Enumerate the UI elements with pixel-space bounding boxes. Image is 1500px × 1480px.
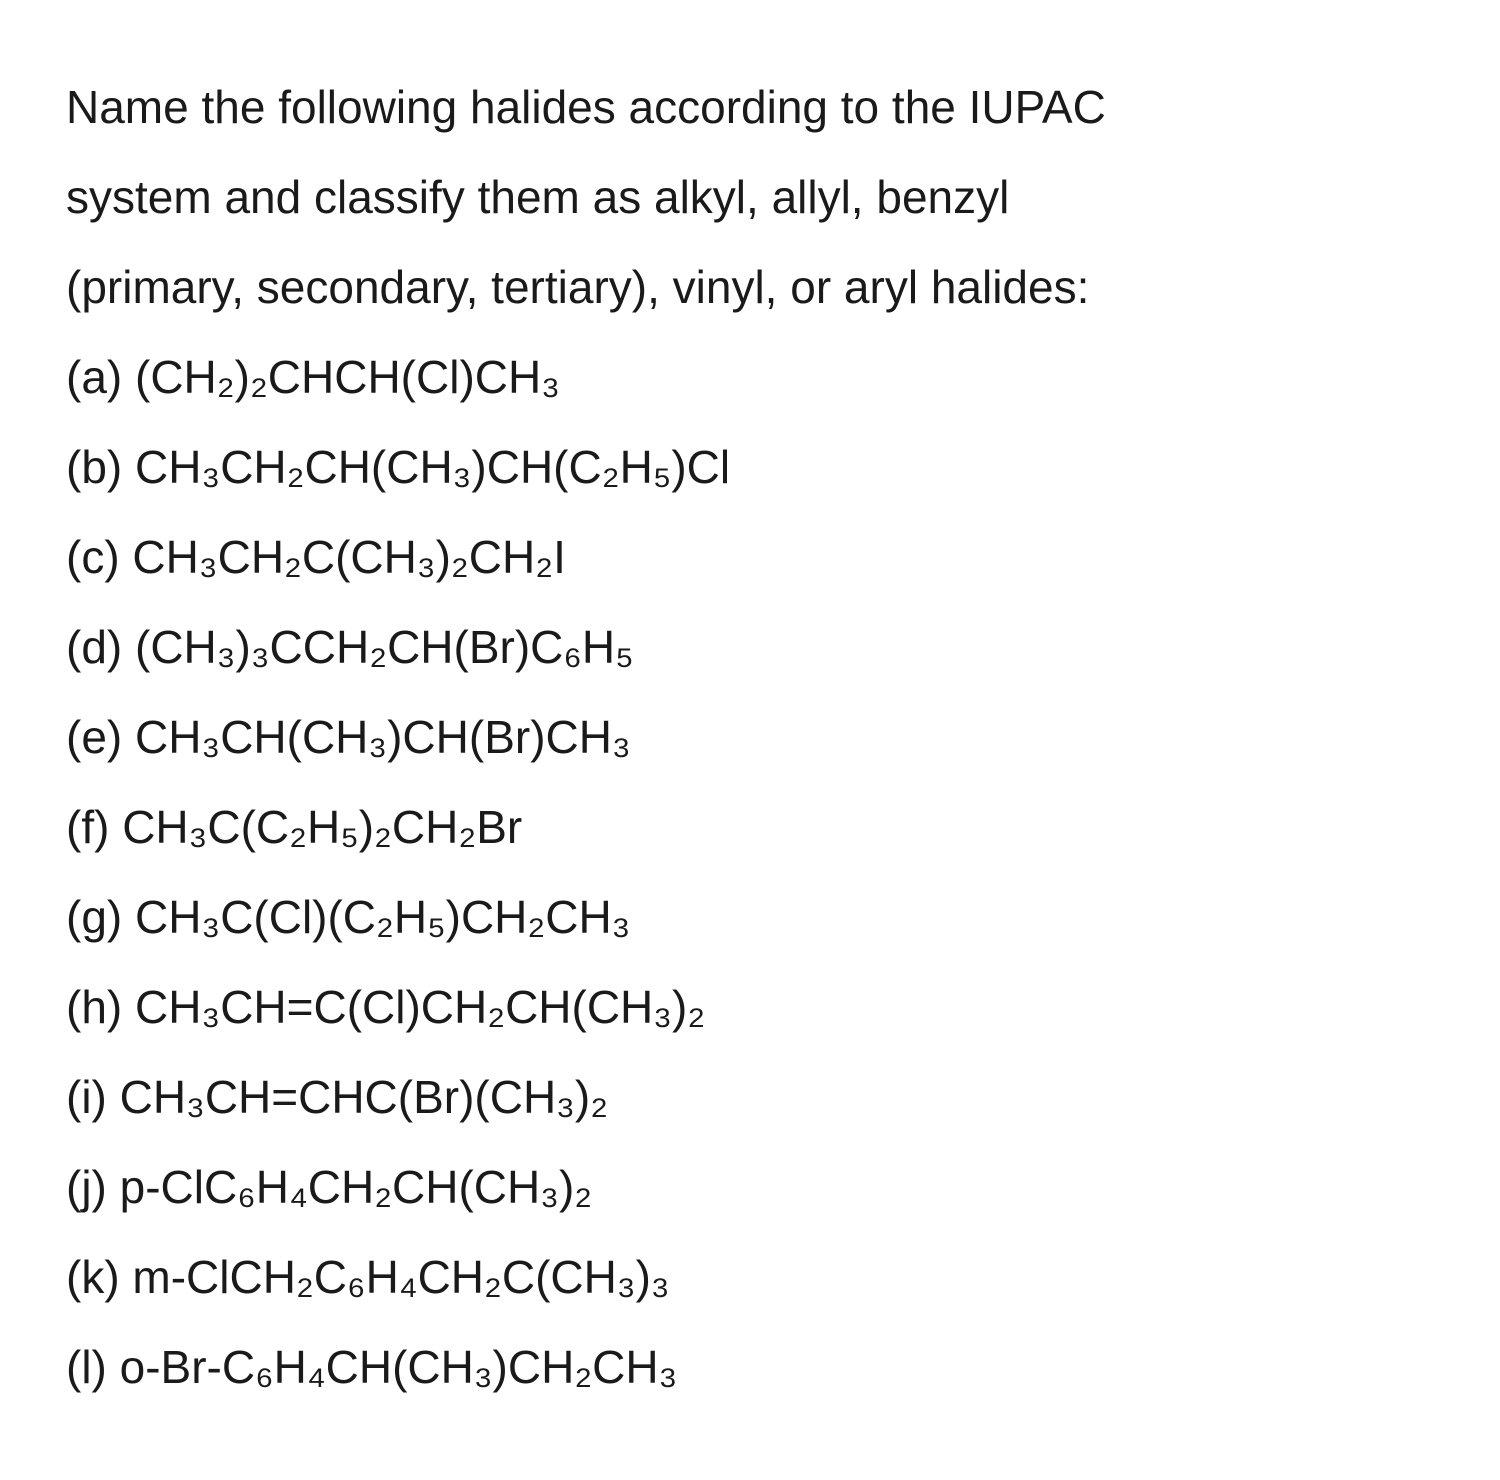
item-formula: (CH₃)₃CCH₂CH(Br)C₆H₅ (135, 621, 634, 673)
item-formula: CH₃C(Cl)(C₂H₅)CH₂CH₃ (135, 891, 631, 943)
list-item (66, 602, 1466, 692)
item-label: (c) (66, 531, 120, 583)
item-formula: CH₃CH=CHC(Br)(CH₃)₂ (119, 1071, 609, 1123)
list-item (66, 782, 1466, 872)
item-formula: CH₃CH₂CH(CH₃)CH(C₂H₅)Cl (135, 441, 731, 493)
list-item (66, 692, 1466, 782)
intro-line: system and classify them as alkyl, allyl, benzyl (66, 171, 1010, 223)
item-label: (a) (66, 351, 123, 403)
item-formula: CH₃CH(CH₃)CH(Br)CH₃ (135, 711, 631, 763)
list-item (66, 872, 1466, 962)
list-item (66, 1052, 1466, 1142)
item-formula: CH₃CH₂C(CH₃)₂CH₂I (132, 531, 566, 583)
item-formula: m-ClCH₂C₆H₄CH₂C(CH₃)₃ (132, 1251, 670, 1303)
item-label: (l) (66, 1341, 107, 1393)
item-label: (i) (66, 1071, 107, 1123)
item-label: (f) (66, 801, 110, 853)
item-label: (j) (66, 1161, 107, 1213)
list-item (66, 1142, 1466, 1232)
item-formula: (CH₂)₂CHCH(Cl)CH₃ (135, 351, 560, 403)
list-item (66, 962, 1466, 1052)
item-formula: CH₃CH=C(Cl)CH₂CH(CH₃)₂ (135, 981, 706, 1033)
item-label: (d) (66, 621, 123, 673)
item-formula: CH₃C(C₂H₅)₂CH₂Br (122, 801, 523, 853)
item-label: (k) (66, 1251, 120, 1303)
intro-line: Name the following halides according to the IUPAC (66, 81, 1106, 133)
item-formula: o-Br-C₆H₄CH(CH₃)CH₂CH₃ (119, 1341, 678, 1393)
list-item (66, 1232, 1466, 1322)
item-label: (h) (66, 981, 123, 1033)
list-item (66, 512, 1466, 602)
question-document (66, 62, 1466, 1412)
list-item (66, 332, 1466, 422)
list-item (66, 1322, 1466, 1412)
item-label: (b) (66, 441, 123, 493)
item-label: (e) (66, 711, 123, 763)
list-item (66, 422, 1466, 512)
item-label: (g) (66, 891, 123, 943)
intro-line: (primary, secondary, tertiary), vinyl, or aryl halides: (66, 261, 1090, 313)
item-formula: p-ClC₆H₄CH₂CH(CH₃)₂ (119, 1161, 593, 1213)
